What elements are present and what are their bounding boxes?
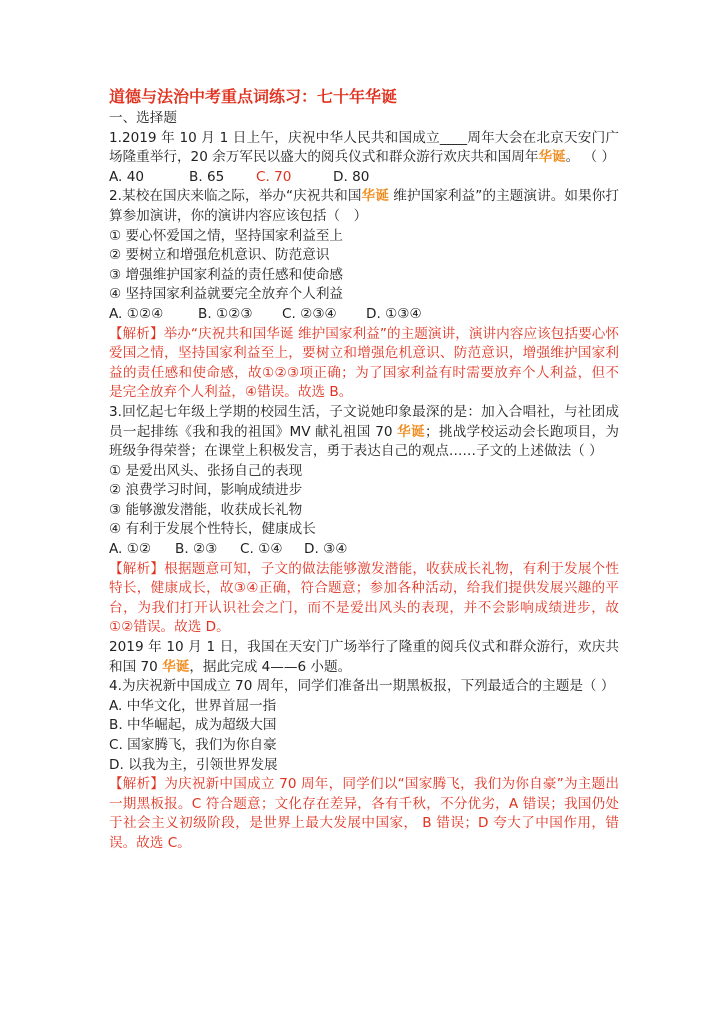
material-text: 2019 年 10 月 1 日，我国在天安门广场举行了隆重的阅兵仪式和群众游行，欢庆共和国 70 [109,639,619,675]
question-1-options [109,168,619,188]
document-page [109,86,619,854]
option-a: A. 40 [109,168,144,185]
question-3-item: ③ 能够激发潜能，收获成长礼物 [109,501,303,518]
question-4-option: A. 中华文化，世界首屈一指 [109,697,277,714]
question-2-item: ③ 增强维护国家利益的责任感和使命感 [109,266,344,283]
question-3-item: ② 浪费学习时间，影响成绩进步 [109,482,303,499]
option-d: D. ①③④ [366,305,422,322]
option-b: B. 65 [189,168,225,185]
question-1-stem [109,129,619,168]
keyword-highlight: 华诞 [538,149,566,166]
question-2-text: 2.某校在国庆来临之际，举办“庆祝共和国 [109,188,362,205]
question-2-analysis: 【解析】举办“庆祝共和国华诞 维护国家利益”的主题演讲，演讲内容应该包括要心怀爱国之情，坚持国家利益至上，要树立和增强危机意识、防范意识，增强维护国家利益的责任感和使命感，故①②③项正确；为了国家利益有时需要放弃个人利益，但不是完全放弃个人利益，④错误。故选 B。 [109,325,619,401]
option-d: D. 80 [333,168,370,185]
question-3-item: ① 是爱出风头、张扬自己的表现 [109,462,303,479]
option-b: B. ②③ [175,541,218,558]
question-4-option: D. 以我为主，引领世界发展 [109,756,278,773]
question-2-stem [109,187,619,226]
option-a: A. ①② [109,541,152,558]
question-2-item: ① 要心怀爱国之情，坚持国家利益至上 [109,227,344,244]
option-a: A. ①②④ [109,305,164,322]
question-3-stem [109,403,619,462]
option-b: B. ①②③ [198,305,253,322]
question-4-option: C. 国家腾飞，我们为你自豪 [109,737,277,753]
option-c: C. ②③④ [282,305,337,322]
question-3-options [109,540,619,560]
material-text-end: ，据此完成 4——6 小题。 [189,658,352,675]
question-4-analysis: 【解析】为庆祝新中国成立 70 周年，同学们以“国家腾飞，我们为你自豪”为主题出一期黑板报。C 符合题意；文化存在差异，各有千秋，不分优劣，A 错误；我国仍处于社会主义初级阶段，是世界上最大发展中国家， B 错误；D 夸大了中国作用，错误。故选 C。 [109,776,619,851]
question-2-text-end: 维护国家利益”的主题演讲。如果你打算参加演讲，你的演讲内容应该包括（ ） [109,188,620,224]
document-title: 道德与法治中考重点词练习：七十年华诞 [109,87,398,106]
keyword-highlight: 华诞 [162,658,190,675]
keyword-highlight: 华诞 [361,188,389,205]
question-4-option: B. 中华崛起，成为超级大国 [109,717,277,734]
question-3-text-end: ；挑战学校运动会长跑项目，为班级争得荣誉；在课堂上积极发言，勇于表达自己的观点……子文的上述做法（ ） [109,423,620,460]
question-3-analysis: 【解析】根据题意可知，子文的做法能够激发潜能，收获成长礼物，有利于发展个性特长，健康成长，故③④正确，符合题意；参加各种活动，给我们提供发展兴趣的平台，为我们打开认识社会之门，而不是爱出风头的表现，并不会影响成绩进步，故①②错误。故选 D。 [109,560,619,636]
question-3-item: ④ 有利于发展个性特长，健康成长 [109,521,316,538]
question-2-options [109,305,619,325]
question-2-item: ④ 坚持国家利益就要完全放弃个人利益 [109,286,344,303]
material-paragraph [109,638,619,677]
option-c-answer: C. 70 [256,168,292,185]
question-3-text: 3.回忆起七年级上学期的校园生活，子文说她印象最深的是：加入合唱社，与社团成员一起排练《我和我的祖国》MV 献礼祖国 70 [109,403,619,440]
question-2-item: ② 要树立和增强危机意识、防范意识 [109,247,330,264]
option-d: D. ③④ [304,541,348,558]
question-1-text: 1.2019 年 10 月 1 日上午，庆祝中华人民共和国成立____周年大会在北京天安门广场隆重举行，20 余万军民以盛大的阅兵仪式和群众游行欢庆共和国周年 [109,129,619,166]
option-c: C. ①④ [240,541,283,558]
question-4-stem: 4.为庆祝新中国成立 70 周年，同学们准备出一期黑板报，下列最适合的主题是（ ） [109,678,615,695]
question-1-text-end: 。 （ ） [565,149,616,166]
section-heading: 一、选择题 [109,110,177,126]
keyword-highlight: 华诞 [397,423,425,440]
